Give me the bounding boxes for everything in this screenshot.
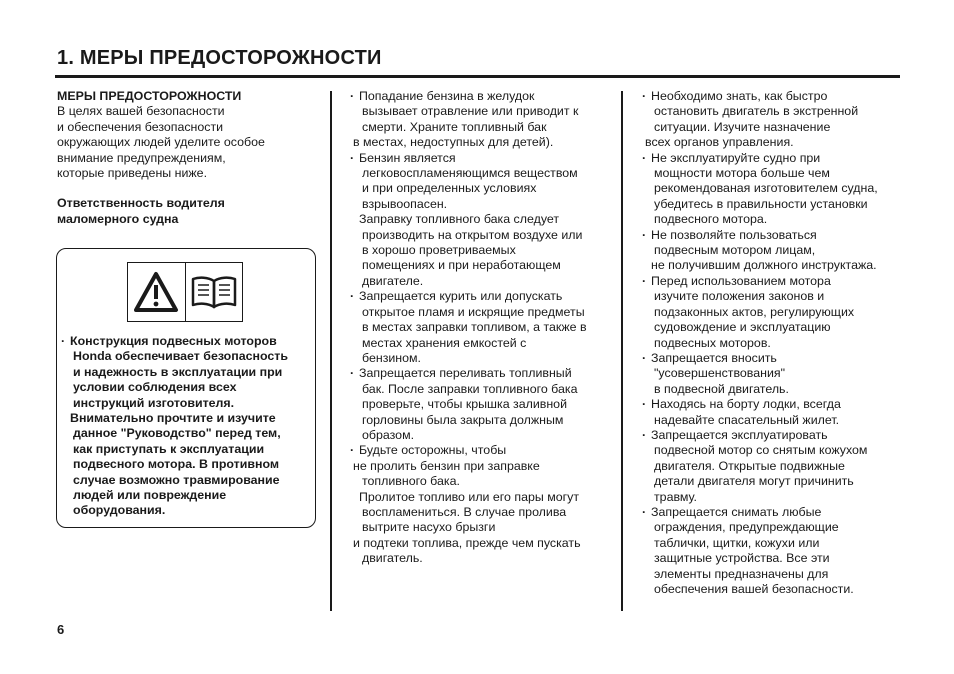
- intro-line: В целях вашей безопасности: [57, 104, 225, 119]
- intro-line: и обеспечения безопасности: [57, 119, 224, 134]
- text-line: надевайте спасательный жилет.: [654, 412, 840, 427]
- text-line: подзаконных актов, регулирующих: [654, 304, 855, 319]
- page-title: 1. МЕРЫ ПРЕДОСТОРОЖНОСТИ: [57, 47, 382, 69]
- list-item: · Попадание бензина в желудок: [350, 89, 615, 104]
- text-line: в хорошо проветриваемых: [362, 243, 516, 258]
- text-line: в подвесной двигатель.: [654, 381, 789, 396]
- text-line: местах хранения емкостей с: [362, 335, 527, 350]
- text-line: подвесной мотор со снятым кожухом: [654, 443, 868, 458]
- warning-line: · Конструкция подвесных моторов: [61, 334, 288, 349]
- column-3: [642, 89, 902, 597]
- text-line: воспламениться. В случае пролива: [362, 504, 567, 519]
- section-heading: МЕРЫ ПРЕДОСТОРОЖНОСТИ: [57, 89, 242, 103]
- text-line: двигателе.: [362, 273, 424, 288]
- list-item: · Перед использованием мотора: [642, 274, 902, 289]
- text-line: образом.: [362, 427, 415, 442]
- intro-line: которые приведены ниже.: [57, 166, 208, 181]
- text-line: травму.: [654, 489, 697, 504]
- text-line: детали двигателя могут причинить: [654, 474, 854, 489]
- warning-text: [61, 334, 288, 519]
- text-line: горловины была закрыта должным: [362, 412, 564, 427]
- warning-line: оборудования.: [73, 503, 166, 518]
- text-line: таблички, щитки, кожухи или: [654, 535, 820, 550]
- text-line: вытрите насухо брызги: [362, 520, 496, 535]
- list-item: · Запрещается переливать топливный: [350, 366, 615, 381]
- text-line: подвесным мотором лицам,: [654, 243, 816, 258]
- warning-line: и надежность в эксплуатации при: [73, 364, 283, 379]
- text-line: легковоспламеняющимся веществом: [362, 166, 578, 181]
- list-item: · Запрещается эксплуатировать: [642, 428, 902, 443]
- text-line: помещениях и при неработающем: [362, 258, 561, 273]
- text-line: судовождение и эксплуатацию: [654, 320, 831, 335]
- column-2: [350, 89, 615, 567]
- text-line: рекомендованая изготовителем судна,: [654, 181, 878, 196]
- warning-line: случае возможно травмирование: [73, 472, 280, 487]
- warning-line: инструкций изготовителя.: [73, 395, 235, 410]
- warning-triangle-icon: [128, 263, 185, 321]
- column-divider-2: [621, 91, 623, 611]
- text-line: не получившим должного инструктажа.: [651, 258, 877, 273]
- text-line: проверьте, чтобы крышка заливной: [362, 397, 567, 412]
- text-line: взрывоопасен.: [362, 196, 448, 211]
- text-line: и подтеки топлива, прежде чем пускать: [353, 535, 581, 550]
- text-line: бензином.: [362, 350, 421, 365]
- text-line: изучите положения законов и: [654, 289, 825, 304]
- text-line: элементы предназначены для: [654, 566, 829, 581]
- intro-line: окружающих людей уделите особое: [57, 135, 265, 150]
- text-line: ситуации. Изучите назначение: [654, 119, 831, 134]
- title-rule: [55, 75, 900, 78]
- text-line: ограждения, предупреждающие: [654, 520, 839, 535]
- warning-line: данное "Руководство" перед тем,: [73, 426, 281, 441]
- text-line: защитные устройства. Все эти: [654, 551, 830, 566]
- subheading-line: Ответственность водителя: [57, 196, 225, 211]
- text-line: подвесного мотора.: [654, 212, 768, 227]
- warning-line: как приступать к эксплуатации: [73, 441, 265, 456]
- text-line: смерти. Храните топливный бак: [362, 119, 547, 134]
- text-line: остановить двигатель в экстренной: [654, 104, 859, 119]
- warning-line: Honda обеспечивает безопасность: [73, 349, 288, 364]
- text-line: открытое пламя и искрящие предметы: [362, 304, 585, 319]
- text-line: топливного бака.: [362, 474, 460, 489]
- warning-line: людей или повреждение: [73, 488, 227, 503]
- column-divider-1: [330, 91, 332, 611]
- column-1: [57, 89, 322, 227]
- list-item: · Не эксплуатируйте судно при: [642, 151, 902, 166]
- page-number: 6: [57, 622, 65, 637]
- warning-symbols: [127, 262, 243, 322]
- list-item: · Запрещается вносить: [642, 351, 902, 366]
- text-line: мощности мотора больше чем: [654, 166, 830, 181]
- list-item: · Не позволяйте пользоваться: [642, 228, 902, 243]
- text-line: и при определенных условиях: [362, 181, 537, 196]
- text-line: подвесных моторов.: [654, 335, 771, 350]
- text-line: "усовершенствования": [654, 366, 785, 381]
- text-line: не пролить бензин при заправке: [353, 458, 540, 473]
- text-line: вызывает отравление или приводит к: [362, 104, 579, 119]
- list-item: · Находясь на борту лодки, всегда: [642, 397, 902, 412]
- text-line: Заправку топливного бака следует: [359, 212, 560, 227]
- text-line: двигателя. Открытые подвижные: [654, 458, 845, 473]
- text-line: Пролитое топливо или его пары могут: [359, 489, 580, 504]
- warning-line: подвесного мотора. В противном: [73, 457, 280, 472]
- text-line: двигатель.: [362, 551, 423, 566]
- text-line: в местах заправки топливом, а также в: [362, 320, 587, 335]
- list-item: · Запрещается курить или допускать: [350, 289, 615, 304]
- warning-line: условии соблюдения всех: [73, 380, 237, 395]
- subheading-line: маломерного судна: [57, 211, 179, 226]
- list-item: · Запрещается снимать любые: [642, 505, 902, 520]
- text-line: производить на открытом воздухе или: [362, 227, 583, 242]
- text-line: всех органов управления.: [645, 135, 794, 150]
- warning-line: Внимательно прочтите и изучите: [70, 411, 276, 426]
- text-line: обеспечения вашей безопасности.: [654, 582, 854, 596]
- list-item: · Необходимо знать, как быстро: [642, 89, 902, 104]
- text-line: бак. После заправки топливного бака: [362, 381, 578, 396]
- text-line: убедитесь в правильности установки: [654, 196, 868, 211]
- text-line: в местах, недоступных для детей).: [353, 135, 554, 150]
- list-item: · Будьте осторожны, чтобы: [350, 443, 615, 458]
- list-item: · Бензин является: [350, 151, 615, 166]
- manual-book-icon: [185, 263, 243, 321]
- intro-line: внимание предупреждениям,: [57, 150, 226, 165]
